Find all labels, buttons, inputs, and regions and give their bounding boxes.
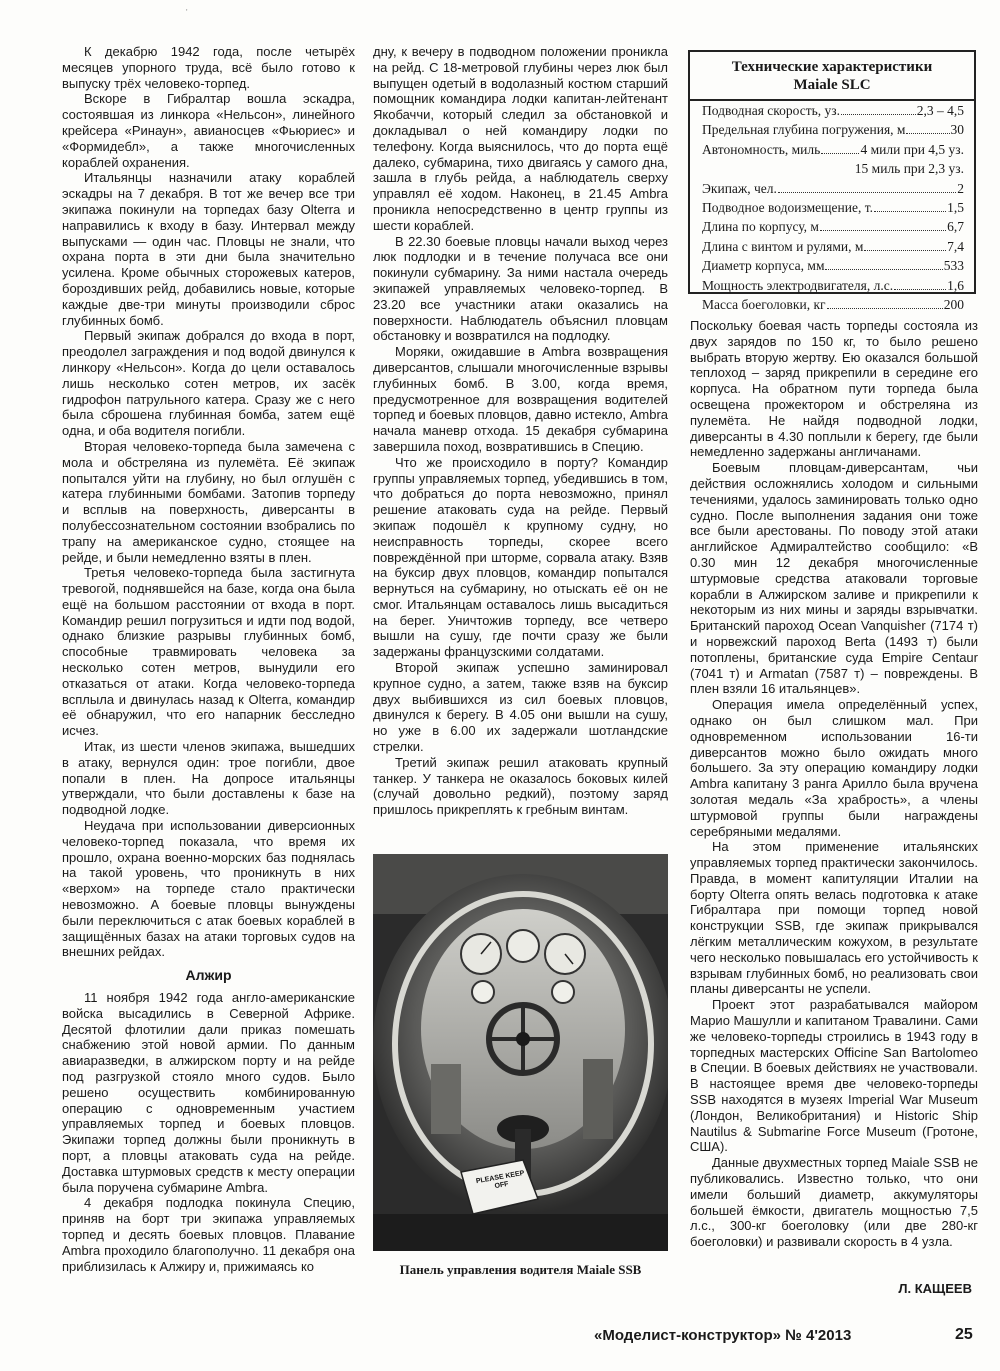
spec-value: 6,7 [947, 219, 964, 235]
spec-row [702, 239, 964, 258]
spec-label: Автономность, миль [702, 141, 821, 157]
spec-row [702, 278, 964, 297]
spec-value: 1,6 [947, 277, 964, 293]
paragraph: Третья человеко-торпеда была застигнута тревогой, поднявшейся на базе, когда она была ещё на большом расстоянии от входа в порт. Командир решил погрузиться и идти под водой, однако близкие разрывы глубинных бомб, способные травмировать человека за несколько сотен метров, вынудили его отказаться от атаки. Когда человеко-торпеда всплыла и двинулась назад к Olterra, командир её обнаружил, что его напарник бесследно исчез. [62, 565, 355, 739]
spec-label: Подводная скорость, уз. [702, 103, 840, 118]
cockpit-illustration [373, 854, 668, 1251]
spec-value: 2 [957, 180, 964, 196]
spec-row [702, 200, 964, 219]
specs-title [690, 52, 974, 101]
spec-label: Длина с винтом и рулями, м [702, 238, 864, 254]
spec-label: Предельная глубина погружения, м [702, 122, 906, 138]
cockpit-photo [373, 854, 668, 1251]
page-mark: ' [186, 8, 188, 17]
spec-value: 30 [950, 122, 964, 138]
paragraph: Третий экипаж решил атаковать крупный танкер. У танкера не оказалось боковых килей (случай довольно редкий), поэтому заряд пришлось прикреплять к гребным винтам. [373, 754, 668, 818]
paragraph: Поскольку боевая часть торпеды состояла из двух зарядов по 150 кг, то было решено выбрать вторую жертву. Ею оказался большой теплоход – заряд прикрепили в середине его корпуса. На обратном пути торпеда была освещена прожектором и обстреляна из пулемёта. Не найдя подводной лодки, диверсанты в 4.30 поплыли к берегу, где были немедленно задержаны англичанами. [690, 318, 978, 460]
photo-caption: Панель управления водителя Maiale SSB [399, 1262, 642, 1277]
spec-row [702, 103, 964, 122]
spec-leader-dots [827, 308, 943, 309]
spec-label: Экипаж, чел. [702, 180, 777, 196]
spec-label: Мощность электродвигателя, л.с. [702, 277, 894, 293]
spec-row [702, 219, 964, 238]
specs-title-line: Технические характеристики [731, 59, 933, 75]
paragraph: Вторая человеко-торпеда была замечена с мола и обстреляна из пулемёта. Её экипаж попытался уйти на глубину, но был оглушён с катера глубинными бомбами. Затопив торпеду и всплыв на поверхность, диверсанты в полубессознательном состоянии взобрались по трапу на американское судно, стоящее на рейде, и были немедленно взяты в плен. [62, 438, 355, 565]
spec-value: 7,4 [947, 238, 964, 254]
spec-value: 15 миль при 2,3 уз. [854, 161, 964, 177]
column-3 [690, 318, 978, 1250]
spec-row [702, 297, 964, 316]
magazine-footer: «Моделист-конструктор» № 4'2013 [594, 1327, 852, 1344]
paragraph: Вскоре в Гибралтар вошла эскадра, состоявшая из линкора «Нельсон», линейного крейсера «Ринаун», авианосцев «Фьюриес» и «Формидебл», а также многочисленных кораблей охранения. [62, 91, 355, 170]
column-1 [62, 44, 355, 1274]
paragraph: Моряки, ожидавшие в Ambra возвращения диверсантов, слышали многочисленные взрывы глубинных бомб. В 3.00, когда время, предусмотренное для возвращения водителей торпед и боевых пловцов, давно истекло, Ambra начала маневр отхода. 15 декабря субмарина завершила поход, возвратившись в Специю. [373, 344, 669, 454]
spec-value: 2,3 – 4,5 [916, 103, 964, 118]
paragraph: Данные двухместных торпед Maiale SSB не публиковались. Известно только, что они имели больший диаметр, аккумуляторы большей ёмкости, двигатель мощностью 7,5 л.с., 300-кг боеголовку (или две 280-кг боеголовки) и развивали скорость в 4 узла. [690, 1155, 978, 1250]
paragraph: Проект этот разрабатывался майором Марио Машулли и капитаном Травалини. Сами же человеко-торпеды строились в 1943 году в торпедных мастерских Officine San Bartolomeo в Специи. В боевых действиях не участвовали. В настоящее время две человеко-торпеды SSB находятся в музеях Imperial War Museum (Лондон, Великобритания) и Historic Ship Nautilus & Submarine Force Museum (Гротоне, США). [690, 997, 978, 1155]
paragraph: Второй экипаж успешно заминировал крупное судно, а затем, также взяв на буксир двух выбившихся из сил боевых пловцов, двинулся к берегу. В 4.05 они вышли на сушу, но уже в 6.00 их задержали шотландские стрелки. [373, 660, 668, 755]
spec-leader-dots [778, 192, 956, 193]
specs-rows [690, 101, 974, 316]
specs-box [688, 50, 976, 312]
paragraph: В 22.30 боевые пловцы начали выход через люк подлодки и в течение получаса все они покинули субмарину. За ними настала очередь экипажей управляемых человеко-торпед. В 23.20 все участники атаки оказались на поверхности. Наблюдатель объяснил пловцам обстановку и возвратился на подлодку. [373, 233, 668, 344]
spec-label: Длина по корпусу, м [702, 219, 819, 235]
section-heading: Алжир [185, 967, 232, 984]
paragraph: На этом применение итальянских управляемых торпед практически закончилось. Правда, в момент капитуляции Италии на борту Olterra опять велась подготовка к атаке Гибралтара при помощи торпед новой конструкции SSB, где экипаж прикрывался лёгким металлическим кожухом, в результате чего несколько повышалась его устойчивость к взрывам глубинных бомб, но реализовать свои планы диверсанты не успели. [690, 839, 978, 997]
paragraph: Итальянцы назначили атаку кораблей эскадры на 7 декабря. В тот же вечер все три экипажа покинули на торпедах базу Olterra и направились к входу в базу. Интервал между выпусками — один час. Пловцы не знали, что охрана порта в эти дни была значительно усилена. Кроме обычных сторожевых катеров, бороздивших рейд, добавились новые, которые каждые две-три минуты производили сброс глубинных бомб. [62, 170, 355, 328]
paragraph: дну, к вечеру в подводном положении проникла на рейд. С 18-метровой глубины через люк был выпущен одетый в водолазный костюм старший помощник командира лодки капитан-лейтенант Якобаччи, который следил за обстановкой и докладывал о ней командиру лодки по телефону. Когда выяснилось, что до порта ещё далеко, субмарина, тихо двигаясь у самого дна, зашла в глубь рейда, а наблюдатель сверху управлял её ходом. Наконец, в 21.45 Ambra проникла непосредственно в центр группы из шести кораблей. [373, 44, 668, 233]
spec-value: 1,5 [947, 199, 964, 215]
paragraph: Первый экипаж добрался до входа в порт, преодолел заграждения и под водой двинулся к линкору «Нельсон». Когда до цели оставалось лишь несколько сотен метров, их засёк гидрофон патрульного катера. Сразу же с него была сброшена глубинная бомба, затем ещё одна, и оба водителя погибли. [62, 328, 355, 439]
spec-label: Подводное водоизмещение, т. [702, 199, 873, 215]
spec-value: 200 [943, 296, 964, 312]
spec-row [702, 122, 964, 141]
spec-leader-dots [864, 250, 946, 251]
page-number: 25 [955, 1326, 973, 1343]
spec-leader-dots [874, 211, 946, 212]
paragraph: Итак, из шести членов экипажа, вышедших в атаку, вернулся один: трое погибли, двое попали в плен. На допросе итальянцы утверждали, что были доставлены к базе на подводной лодке. [62, 739, 355, 818]
spec-row [702, 181, 964, 200]
keep-off-sign: PLEASE KEEP OFF [475, 1169, 525, 1191]
paragraph: Неудача при использовании диверсионных человеко-торпед показала, что время их прошло, охрана военно-морских баз поднялась на такой уровень, что проникнуть в них «верхом» на торпеде стало практически невозможно. А боевые пловцы вынуждены были переключиться с атак боевых кораблей в защищённых базах на атаки торговых судов на внешних рейдах. [62, 818, 355, 960]
column-2 [373, 44, 668, 818]
author-name: Л. КАЩЕЕВ [898, 1281, 972, 1296]
spec-leader-dots [820, 230, 946, 231]
spec-leader-dots [821, 153, 859, 154]
spec-value: 4 мили при 4,5 уз. [860, 141, 964, 157]
paragraph: Операция имела определённый успех, однако он был слишком мал. При одновременном использовании 16-ти диверсантов можно было ожидать много большего. За эту операцию командиру лодки Ambra капитану 3 ранга Арилло была вручена золотая медаль «За храбрость», а члены штурмовой группы были награждены серебряными медалями. [690, 697, 978, 839]
paragraph: 11 ноября 1942 года англо-американские войска высадились в Северной Африке. Десятой флотилии дали приказ помешать снабжению этой новой армии. По данным авиаразведки, в алжирском порту и на рейде под разгрузкой стояло много судов. Было решено осуществить комбинированную операцию с одновременным участием управляемых торпед и боевых пловцов. Экипажи торпед должны были проникнуть в порт, а пловцы атаковать суда на рейде. Доставка штурмовых средств к месту операции была поручена субмарине Ambra. [62, 990, 355, 1195]
spec-label: Масса боеголовки, кг [702, 296, 826, 312]
spec-value: 533 [943, 258, 964, 274]
spec-leader-dots [894, 289, 946, 290]
spec-row [702, 161, 964, 180]
paragraph: Что же происходило в порту? Командир группы управляемых торпед, убедившись в том, что добраться до порта невозможно, принял решение атаковать суда на рейде. Первый экипаж подошёл к крупному судну, но неисправность торпеды, скорее всего повреждённой при шторме, сорвала атаку. Взяв на буксир двух пловцов, командир попытался вернуться на субмарину, но отыскать её он не смог. Итальянцам оставалось лишь высадиться на берег. Уничтожив торпеду, все четверо вышли на сушу, где почти сразу же были задержаны французскими солдатами. [373, 454, 668, 660]
spec-label: Диаметр корпуса, мм [702, 258, 825, 274]
spec-leader-dots [825, 269, 942, 270]
spec-leader-dots [841, 114, 916, 115]
spec-row [702, 258, 964, 277]
paragraph: К декабрю 1942 года, после четырёх месяцев упорного труда, всё было готово к выпуску трёх человеко-торпед. [62, 44, 355, 91]
paragraph: Боевым пловцам-диверсантам, чьи действия осложнялись холодом и сильными течениями, удалось заминировать только одно судно. После выполнения задания они тоже все были арестованы. По поводу этой атаки английское Адмиралтейство сообщило: «В 0.30 мин 12 декабря многочисленные штурмовые средства атаковали торговые корабли в Алжирском заливе и прикрепили к некоторым из них мины и заряды взрывчатки. Британский пароход Ocean Vanquisher (7174 т) и норвежский пароход Berta (1493 т) были потоплены, британские суда Empire Centaur (7041 т) и Armatan (7587 т) – повреждены. В плен взяли 16 итальянцев». [690, 460, 978, 697]
spec-leader-dots [906, 133, 949, 134]
specs-title-model: Maiale SLC [793, 77, 871, 93]
paragraph: 4 декабря подлодка покинула Специю, приняв на борт три экипажа управляемых торпед и десять боевых пловцов. Плавание Ambra проходило благополучно. 11 декабря она приблизилась к Алжиру и, прижимаясь ко [62, 1195, 355, 1274]
spec-row [702, 142, 964, 161]
